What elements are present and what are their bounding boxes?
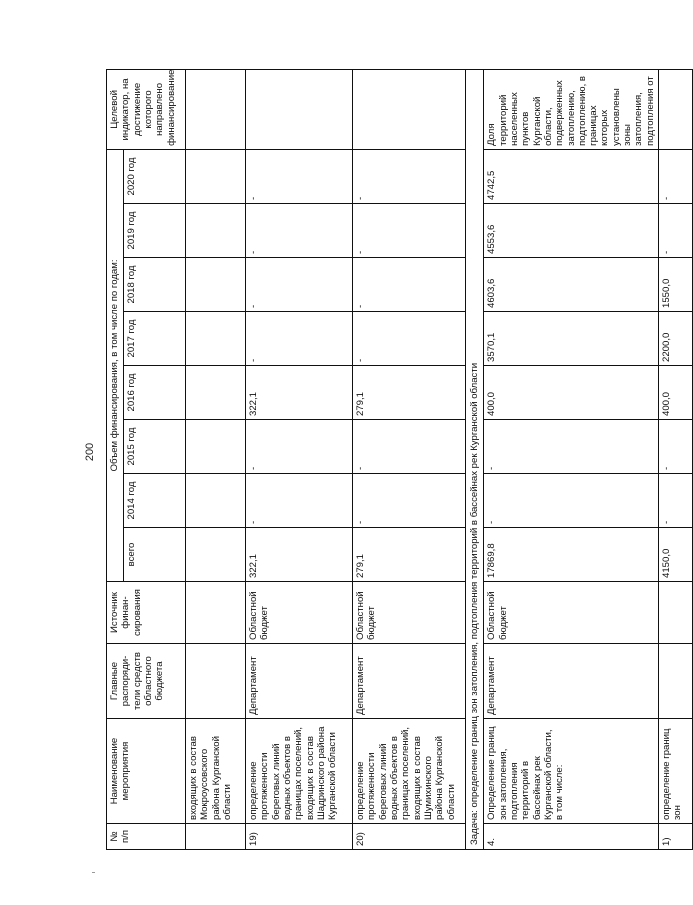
row-year-value: 4553,6 bbox=[484, 204, 659, 258]
row-source: Областной бюджет bbox=[353, 582, 466, 644]
row-year-value: - bbox=[246, 420, 353, 474]
row-target bbox=[353, 69, 466, 149]
table-row bbox=[659, 69, 693, 849]
row-total: 322,1 bbox=[246, 528, 353, 582]
table-row bbox=[353, 69, 466, 849]
row-total bbox=[186, 528, 246, 582]
row-year-value: - bbox=[353, 474, 466, 528]
row-num: 19) bbox=[246, 824, 353, 850]
task-heading: Задача: определение границ зон затопления, подтопления территорий в бассейнах рек Курганской области bbox=[466, 69, 484, 849]
row-year-value bbox=[186, 366, 246, 420]
header-year: 2014 год bbox=[124, 474, 186, 528]
header-target: Целевой индикатор, на достижение которого направлено финансирование bbox=[107, 69, 186, 149]
row-target bbox=[659, 69, 693, 149]
row-num: 20) bbox=[353, 824, 466, 850]
table-row bbox=[186, 69, 246, 849]
row-admin: Департамент bbox=[353, 644, 466, 719]
row-admin bbox=[186, 644, 246, 719]
row-year-value: 1550,0 bbox=[659, 258, 693, 312]
row-num: 1) bbox=[659, 824, 693, 850]
table-row bbox=[246, 69, 353, 849]
row-year-value: - bbox=[659, 149, 693, 203]
row-total: 17869,8 bbox=[484, 528, 659, 582]
funding-table bbox=[106, 69, 693, 850]
row-year-value: - bbox=[353, 258, 466, 312]
header-year: 2016 год bbox=[124, 366, 186, 420]
header-year: 2015 год bbox=[124, 420, 186, 474]
row-year-value: - bbox=[484, 420, 659, 474]
header-total: всего bbox=[124, 528, 186, 582]
row-name: определение границ зон bbox=[659, 719, 693, 824]
edge-mark bbox=[92, 872, 95, 873]
row-num bbox=[186, 824, 246, 850]
row-year-value: 4603,6 bbox=[484, 258, 659, 312]
header-num: № п/п bbox=[107, 824, 186, 850]
row-source: Областной бюджет bbox=[484, 582, 659, 644]
row-name: определение протяженности береговых линий водных объектов в границах поселений, входящих в состав Шумихинского района Курганской области bbox=[353, 719, 466, 824]
header-source: Источник финан-сирования bbox=[107, 582, 186, 644]
header-year: 2018 год bbox=[124, 258, 186, 312]
row-year-value: - bbox=[353, 204, 466, 258]
row-total: 279,1 bbox=[353, 528, 466, 582]
header-year: 2017 год bbox=[124, 312, 186, 366]
row-year-value bbox=[186, 204, 246, 258]
header-name: Наименование мероприятия bbox=[107, 719, 186, 824]
header-volume: Объем финансирования, в том числе по годам: bbox=[107, 149, 124, 581]
page-number: 200 bbox=[84, 442, 96, 462]
row-year-value bbox=[186, 474, 246, 528]
row-num: 4. bbox=[484, 824, 659, 850]
rotated-page bbox=[106, 69, 684, 850]
row-admin: Департамент bbox=[484, 644, 659, 719]
row-year-value: - bbox=[353, 420, 466, 474]
row-year-value bbox=[186, 420, 246, 474]
row-year-value: 279,1 bbox=[353, 366, 466, 420]
row-admin: Департамент bbox=[246, 644, 353, 719]
header-admin: Главные распоряди-тели средств областного бюджета bbox=[107, 644, 186, 719]
row-year-value: - bbox=[246, 258, 353, 312]
row-year-value: - bbox=[659, 204, 693, 258]
row-year-value bbox=[186, 149, 246, 203]
row-target: Доля территорий населенных пунктов Курганской области, подверженных затоплению, подтоплению, в границах которых установлены зоны затопления, подтопления от bbox=[484, 69, 659, 149]
row-year-value: - bbox=[484, 474, 659, 528]
row-year-value: 400,0 bbox=[484, 366, 659, 420]
row-year-value: - bbox=[246, 149, 353, 203]
row-year-value bbox=[186, 258, 246, 312]
row-year-value: - bbox=[659, 474, 693, 528]
row-source bbox=[186, 582, 246, 644]
row-year-value: 4742,5 bbox=[484, 149, 659, 203]
row-year-value: 322,1 bbox=[246, 366, 353, 420]
row-year-value: 3570,1 bbox=[484, 312, 659, 366]
row-year-value: - bbox=[353, 312, 466, 366]
header-year: 2020 год bbox=[124, 149, 186, 203]
row-name: определение протяженности береговых линий водных объектов в границах поселений, входящих в состав Шадринского района Курганской области bbox=[246, 719, 353, 824]
row-admin bbox=[659, 644, 693, 719]
row-year-value: - bbox=[353, 149, 466, 203]
row-total: 4150,0 bbox=[659, 528, 693, 582]
row-source: Областной бюджет bbox=[246, 582, 353, 644]
row-name: входящих в состав Мокроусовского района Курганской области bbox=[186, 719, 246, 824]
row-year-value: - bbox=[659, 420, 693, 474]
row-year-value: - bbox=[246, 474, 353, 528]
row-target bbox=[246, 69, 353, 149]
row-name: Определение границ зон затопления, подтопления территорий в бассейнах рек Курганской области, в том числе: bbox=[484, 719, 659, 824]
row-year-value: 400,0 bbox=[659, 366, 693, 420]
table-row bbox=[484, 69, 659, 849]
header-year: 2019 год bbox=[124, 204, 186, 258]
row-source bbox=[659, 582, 693, 644]
row-target bbox=[186, 69, 246, 149]
row-year-value: - bbox=[246, 312, 353, 366]
row-year-value: 2200,0 bbox=[659, 312, 693, 366]
row-year-value bbox=[186, 312, 246, 366]
row-year-value: - bbox=[246, 204, 353, 258]
